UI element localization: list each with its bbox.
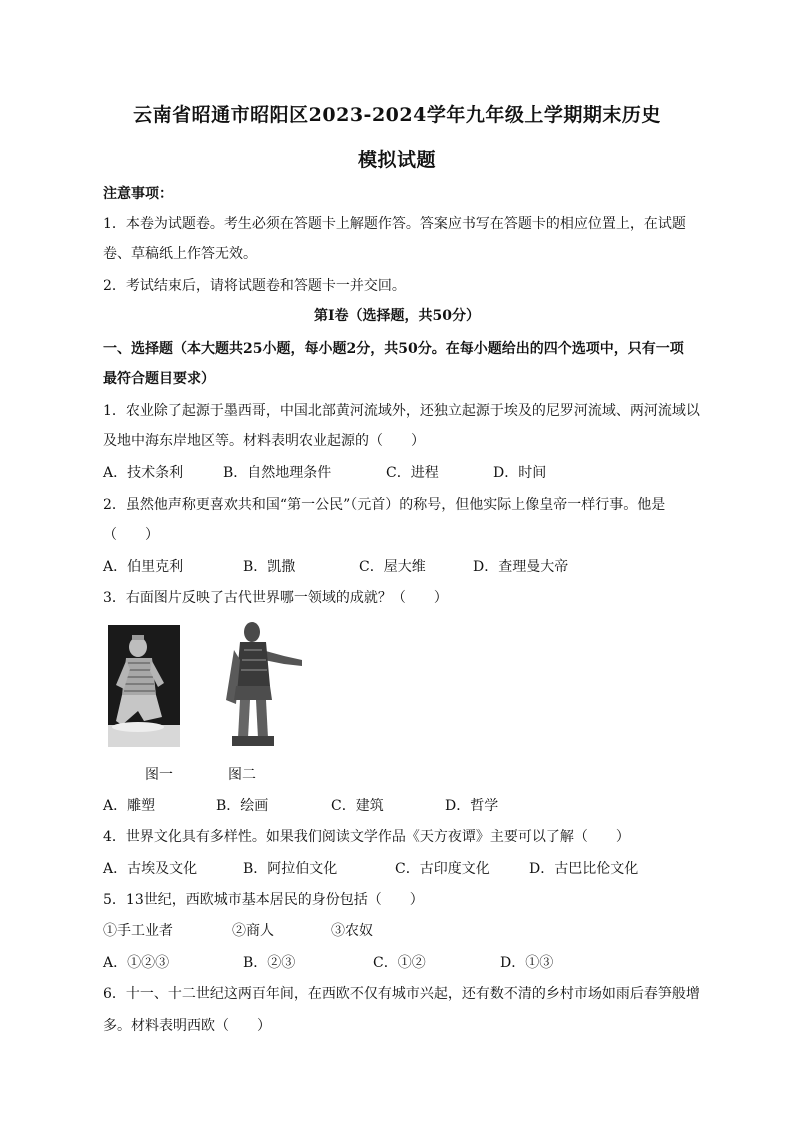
question-3-stem: 3．右面图片反映了古代世界哪一领域的成就？（ ） xyxy=(103,590,448,606)
terracotta-warrior-image xyxy=(108,625,180,747)
option-a: A．古埃及文化 xyxy=(103,861,198,877)
figure-1-caption: 图一 xyxy=(145,767,173,783)
option-d: D．①③ xyxy=(500,955,554,971)
figure-2-caption: 图二 xyxy=(228,767,256,783)
question-2-stem-cont: （ ） xyxy=(103,527,159,543)
item-2: ②商人 xyxy=(232,923,274,939)
roman-statue-image xyxy=(222,620,312,748)
item-3: ③农奴 xyxy=(331,923,373,939)
question-5-stem: 5．13世纪，西欧城市基本居民的身份包括（ ） xyxy=(103,892,424,908)
option-b: B．②③ xyxy=(243,955,296,971)
figure-2-image xyxy=(222,620,312,748)
option-d: D．古巴比伦文化 xyxy=(529,861,639,877)
option-c: C．①② xyxy=(373,955,426,971)
part1-instructions: 一、选择题（本大题共25小题，每小题2分，共50分。在每小题给出的四个选项中，只有一项 xyxy=(103,341,684,357)
notice-heading: 注意事项： xyxy=(103,186,173,202)
notice-item-1: 1．本卷为试题卷。考生必须在答题卡上解题作答。答案应书写在答题卡的相应位置上，在试题 xyxy=(103,216,686,232)
notice-item-1-cont: 卷、草稿纸上作答无效。 xyxy=(103,246,257,262)
item-1: ①手工业者 xyxy=(103,923,173,939)
notice-item-2: 2．考试结束后，请将试题卷和答题卡一并交回。 xyxy=(103,278,406,294)
option-a: A．雕塑 xyxy=(103,798,156,814)
option-b: B．凯撒 xyxy=(243,559,296,575)
page-title: 云南省昭通市昭阳区2023-2024学年九年级上学期期末历史 xyxy=(133,104,661,126)
option-b: B．绘画 xyxy=(216,798,269,814)
question-6-stem-cont: 多。材料表明西欧（ ） xyxy=(103,1018,271,1034)
option-a: A．伯里克利 xyxy=(103,559,184,575)
option-c: C．建筑 xyxy=(331,798,384,814)
option-c: C．屋大维 xyxy=(359,559,426,575)
option-d: D．哲学 xyxy=(445,798,499,814)
option-a: A．技术条利 xyxy=(103,465,184,481)
option-b: B．阿拉伯文化 xyxy=(243,861,338,877)
question-1-stem: 1．农业除了起源于墨西哥，中国北部黄河流域外，还独立起源于埃及的尼罗河流域、两河流域以 xyxy=(103,403,700,419)
section-title: 第Ⅰ卷（选择题，共50分） xyxy=(313,308,481,324)
option-d: D．查理曼大帝 xyxy=(473,559,569,575)
question-4-stem: 4．世界文化具有多样性。如果我们阅读文学作品《天方夜谭》主要可以了解（ ） xyxy=(103,829,630,845)
option-d: D．时间 xyxy=(493,465,547,481)
option-c: C．进程 xyxy=(386,465,439,481)
page-subtitle: 模拟试题 xyxy=(357,149,436,171)
figure-1-image xyxy=(108,625,180,747)
question-1-stem-cont: 及地中海东岸地区等。材料表明农业起源的（ ） xyxy=(103,433,425,449)
option-c: C．古印度文化 xyxy=(395,861,490,877)
option-a: A．①②③ xyxy=(103,955,170,971)
part1-instructions-cont: 最符合题目要求） xyxy=(103,371,215,387)
question-6-stem: 6．十一、十二世纪这两百年间，在西欧不仅有城市兴起，还有数不清的乡村市场如雨后春笋般增 xyxy=(103,986,700,1002)
question-2-stem: 2．虽然他声称更喜欢共和国“第一公民”（元首）的称号，但他实际上像皇帝一样行事。他是 xyxy=(103,497,666,513)
option-b: B．自然地理条件 xyxy=(223,465,332,481)
